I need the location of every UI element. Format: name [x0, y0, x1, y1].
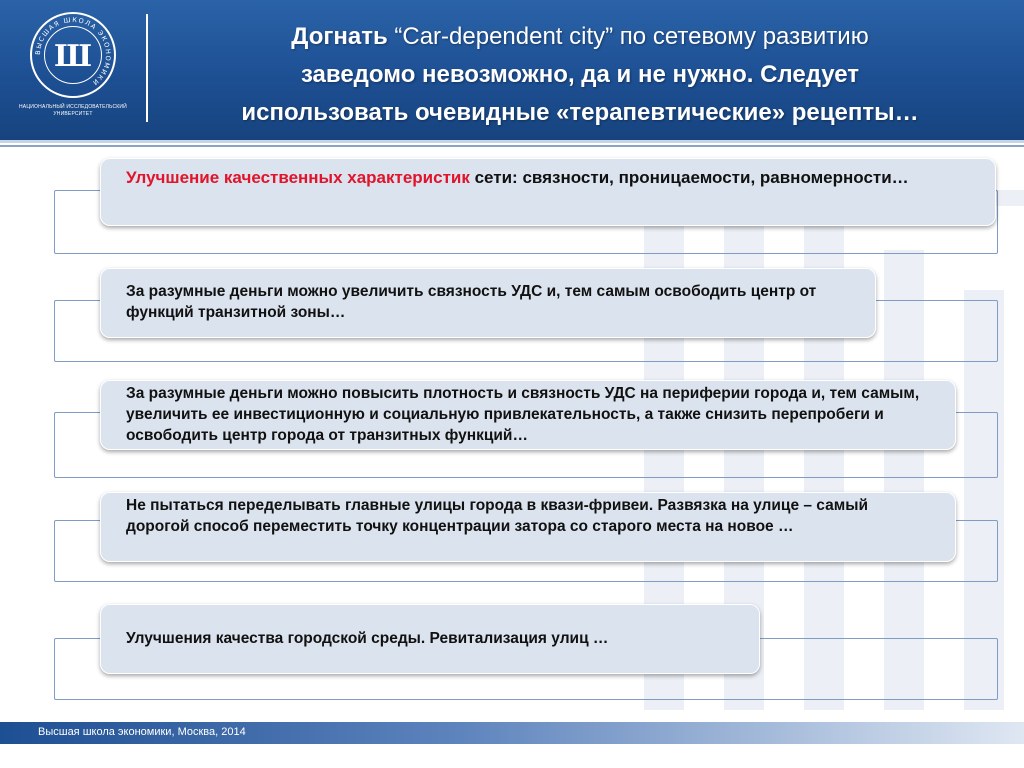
slide-title [160, 18, 1000, 132]
header-underline-dark [0, 145, 1024, 147]
hse-logo [18, 12, 138, 124]
item-text: За разумные деньги можно повысить плотность и связность УДС на периферии города и, тем самым, увеличить ее инвестиционную и социальную привлекательность, а также снизить перепробеги и освободить центр города от транзитных функций… [126, 385, 920, 444]
list-item [54, 158, 998, 254]
title-line-1 [160, 18, 1000, 56]
item-text: Не пытаться переделывать главные улицы города в квази-фривеи. Развязка на улице – самый дорогой способ переместить точку концентрации затора со старого места на новое … [126, 497, 868, 535]
item-text: Улучшения качества городской среды. Ревитализация улиц … [126, 630, 609, 647]
title-light-part: “Car-dependent city” по сетевому развитию [387, 23, 869, 50]
logo-caption: НАЦИОНАЛЬНЫЙ ИССЛЕДОВАТЕЛЬСКИЙ УНИВЕРСИТЕТ [19, 104, 127, 117]
logo-ring-text: ВЫСШАЯ ШКОЛА ЭКОНОМИКИ [33, 15, 113, 88]
slide-header [0, 0, 1024, 140]
item-card [100, 268, 876, 338]
item-text: сети: связности, проницаемости, равномерности… [469, 168, 909, 187]
footer-text: Высшая школа экономики, Москва, 2014 [38, 726, 246, 738]
item-highlight: Улучшение качественных характеристик [126, 168, 470, 187]
logo-emblem [30, 12, 116, 98]
title-line-2: заведомо невозможно, да и не нужно. Следует [300, 61, 860, 88]
title-line-3: использовать очевидные «терапевтические» рецепты… [241, 99, 919, 126]
item-card [100, 604, 760, 674]
list-item [54, 268, 998, 362]
item-text: За разумные деньги можно увеличить связность УДС и, тем самым освободить центр от функций транзитной зоны… [126, 283, 817, 321]
item-card [100, 492, 956, 562]
list-item [54, 492, 998, 582]
item-card [100, 380, 956, 450]
header-divider [146, 14, 148, 122]
title-bold-part: Догнать [291, 23, 388, 50]
slide-footer [0, 722, 1024, 744]
logo-monogram: Ш [53, 39, 93, 74]
list-item [54, 380, 998, 478]
list-item [54, 604, 998, 700]
item-card [100, 158, 996, 226]
header-underline-light [0, 140, 1024, 143]
